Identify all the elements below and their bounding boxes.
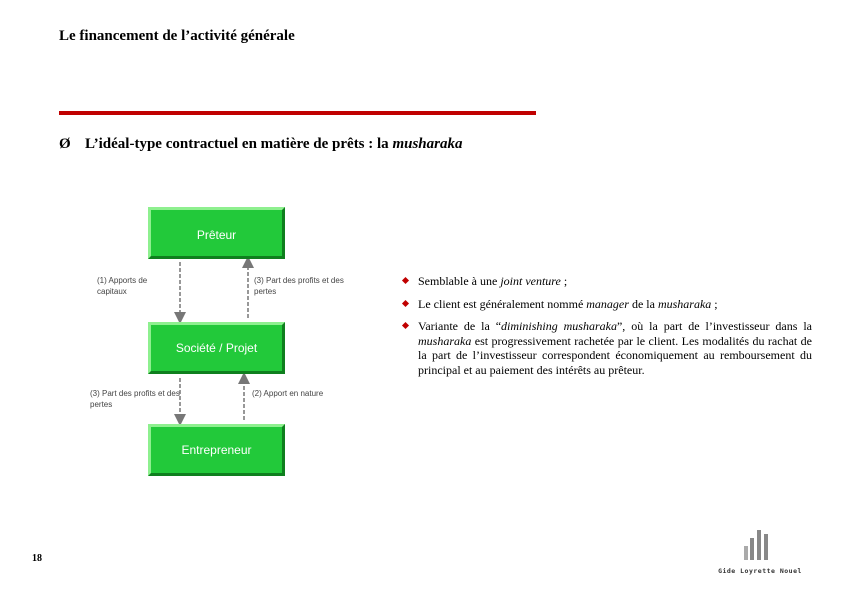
label-apports-capitaux: (1) Apports de capitaux — [97, 276, 148, 296]
arrow-bullet-icon: Ø — [59, 136, 71, 152]
box-societe-projet — [148, 322, 285, 374]
subtitle-text: L’idéal-type contractuel en matière de prêts : la — [85, 136, 393, 152]
page-number: 18 — [32, 553, 42, 564]
box-preteur — [148, 207, 285, 259]
firm-logo-text: Gide Loyrette Nouel — [718, 567, 802, 575]
label-apport-nature: (2) Apport en nature — [252, 389, 324, 398]
bullet-list — [401, 274, 812, 386]
label-part-profits-bottom: (3) Part des profits et des pertes — [90, 389, 180, 409]
list-item: Le client est généralement nommé manager de la musharaka ; — [401, 297, 812, 312]
subtitle-emphasis: musharaka — [392, 136, 463, 152]
diamond-bullet-icon — [402, 277, 409, 284]
label-part-profits-top: (3) Part des profits et des pertes — [254, 276, 344, 296]
diamond-bullet-icon — [402, 322, 409, 329]
list-item: Variante de la “diminishing musharaka”, où la part de l’investisseur dans la musharaka est progressivement rachetée par le client. Les modalités du rachat de la part de l’investisseur correspondent économiquement au remboursement du principal et au paiement des intérêts au prêteur. — [401, 319, 812, 377]
box-entrepreneur — [148, 424, 285, 476]
diamond-bullet-icon — [402, 300, 409, 307]
box-entrepreneur-label: Entrepreneur — [181, 443, 252, 457]
page-title: Le financement de l’activité générale — [59, 28, 295, 44]
box-preteur-label: Prêteur — [196, 228, 237, 242]
list-item: Semblable à une joint venture ; — [401, 274, 812, 289]
box-societe-label: Société / Projet — [175, 341, 258, 355]
firm-logo-icon — [720, 528, 800, 584]
